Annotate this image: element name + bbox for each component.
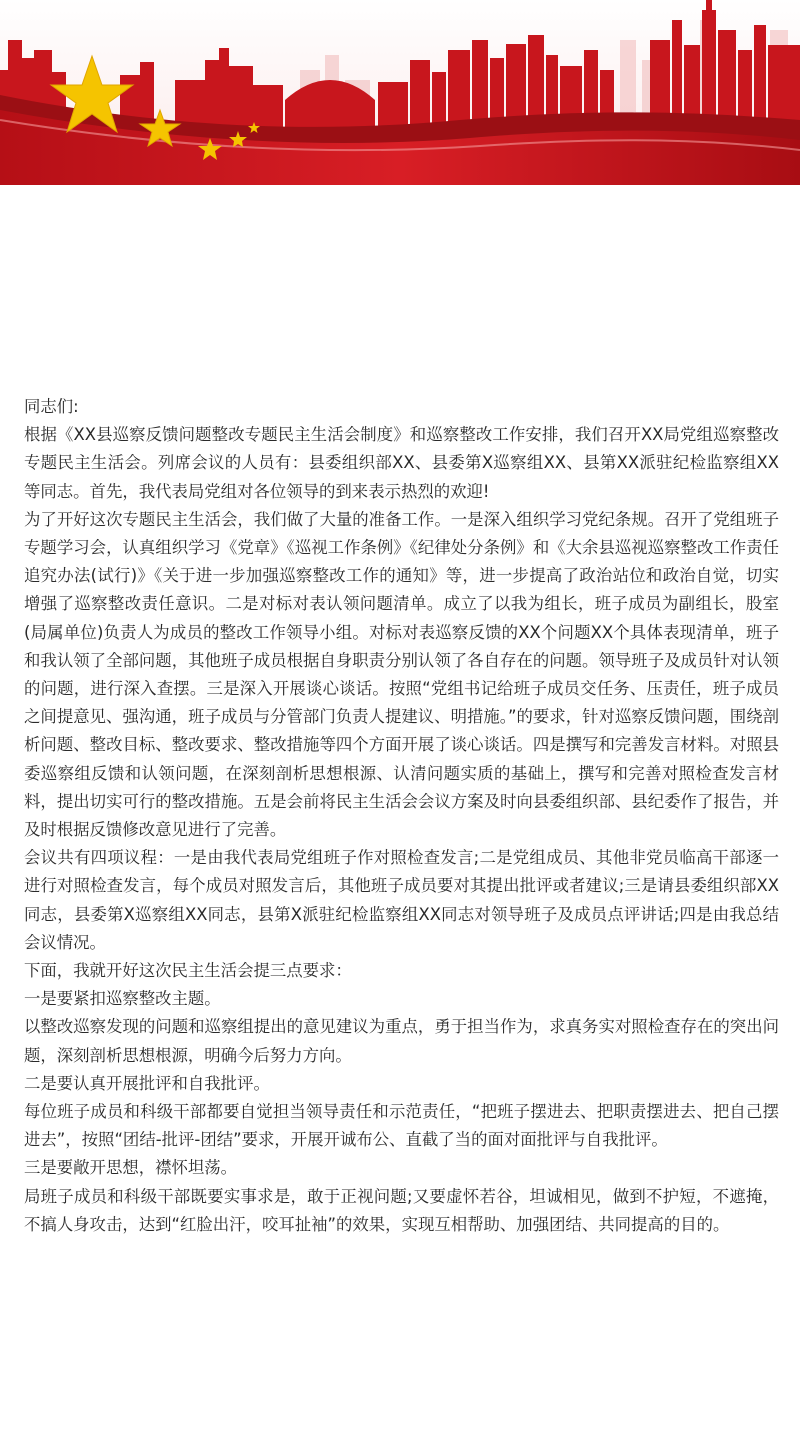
speech-body: [24, 393, 779, 1239]
paragraph: 局班子成员和科级干部既要实事求是，敢于正视问题;又要虚怀若谷，坦诚相见，做到不护短，不遮掩，不搞人身攻击，达到“红脸出汗，咬耳扯袖”的效果，实现互相帮助、加强团结、共同提高的目的。: [24, 1186, 779, 1234]
requirement-heading: 一是要紧扣巡察整改主题。: [24, 989, 221, 1009]
paragraph: 根据《XX县巡察反馈问题整改专题民主生活会制度》和巡察整改工作安排，我们召开XX局党组巡察整改专题民主生活会。列席会议的人员有：县委组织部XX、县委第X巡察组XX、县第XX派驻纪检监察组XX等同志。首先，我代表局党组对各位领导的到来表示热烈的欢迎!: [24, 425, 779, 501]
paragraph: 为了开好这次专题民主生活会，我们做了大量的准备工作。一是深入组织学习党纪条规。召开了党组班子专题学习会，认真组织学习《党章》《巡视工作条例》《纪律处分条例》和《大余县巡视巡察整改工作责任追究办法(试行)》《关于进一步加强巡察整改工作的通知》等，进一步提高了政治站位和政治自觉，切实增强了巡察整改责任意识。二是对标对表认领问题清单。成立了以我为组长，班子成员为副组长，股室(局属单位)负责人为成员的整改工作领导小组。对标对表巡察反馈的XX个问题XX个具体表现清单，班子和我认领了全部问题，其他班子成员根据自身职责分别认领了各自存在的问题。领导班子及成员针对认领的问题，进行深入查摆。三是深入开展谈心谈话。按照“党组书记给班子成员交任务、压责任，班子成员之间提意见、强沟通，班子成员与分管部门负责人提建议、明措施。”的要求，针对巡察反馈问题，围绕剖析问题、整改目标、整改要求、整改措施等四个方面开展了谈心谈话。四是撰写和完善发言材料。对照县委巡察组反馈和认领问题，在深刻剖析思想根源、认清问题实质的基础上，撰写和完善对照检查发言材料，提出切实可行的整改措施。五是会前将民主生活会会议方案及时向县委组织部、县纪委作了报告，并及时根据反馈修改意见进行了完善。: [24, 509, 779, 840]
paragraph: 每位班子成员和科级干部都要自觉担当领导责任和示范责任，“把班子摆进去、把职责摆进去、把自己摆进去”，按照“团结-批评-团结”要求，开展开诚布公、直截了当的面对面批评与自我批评。: [24, 1102, 779, 1150]
greeting: 同志们:: [24, 397, 79, 416]
paragraph: 以整改巡察发现的问题和巡察组提出的意见建议为重点，勇于担当作为，求真务实对照检查存在的突出问题，深刻剖析思想根源，明确今后努力方向。: [24, 1017, 779, 1065]
requirement-heading: 三是要敞开思想，襟怀坦荡。: [24, 1158, 238, 1178]
paragraph: 下面，我就开好这次民主生活会提三点要求：: [24, 961, 352, 981]
paragraph: 会议共有四项议程：一是由我代表局党组班子作对照检查发言;二是党组成员、其他非党员临高干部逐一进行对照检查发言，每个成员对照发言后，其他班子成员要对其提出批评或者建议;三是请县委组织部XX同志，县委第X巡察组XX同志，县第X派驻纪检监察组XX同志对领导班子及成员点评讲话;四是由我总结会议情况。: [24, 848, 779, 952]
requirement-heading: 二是要认真开展批评和自我批评。: [24, 1073, 270, 1093]
skyline-illustration: [0, 0, 800, 185]
header-banner: [0, 0, 800, 185]
